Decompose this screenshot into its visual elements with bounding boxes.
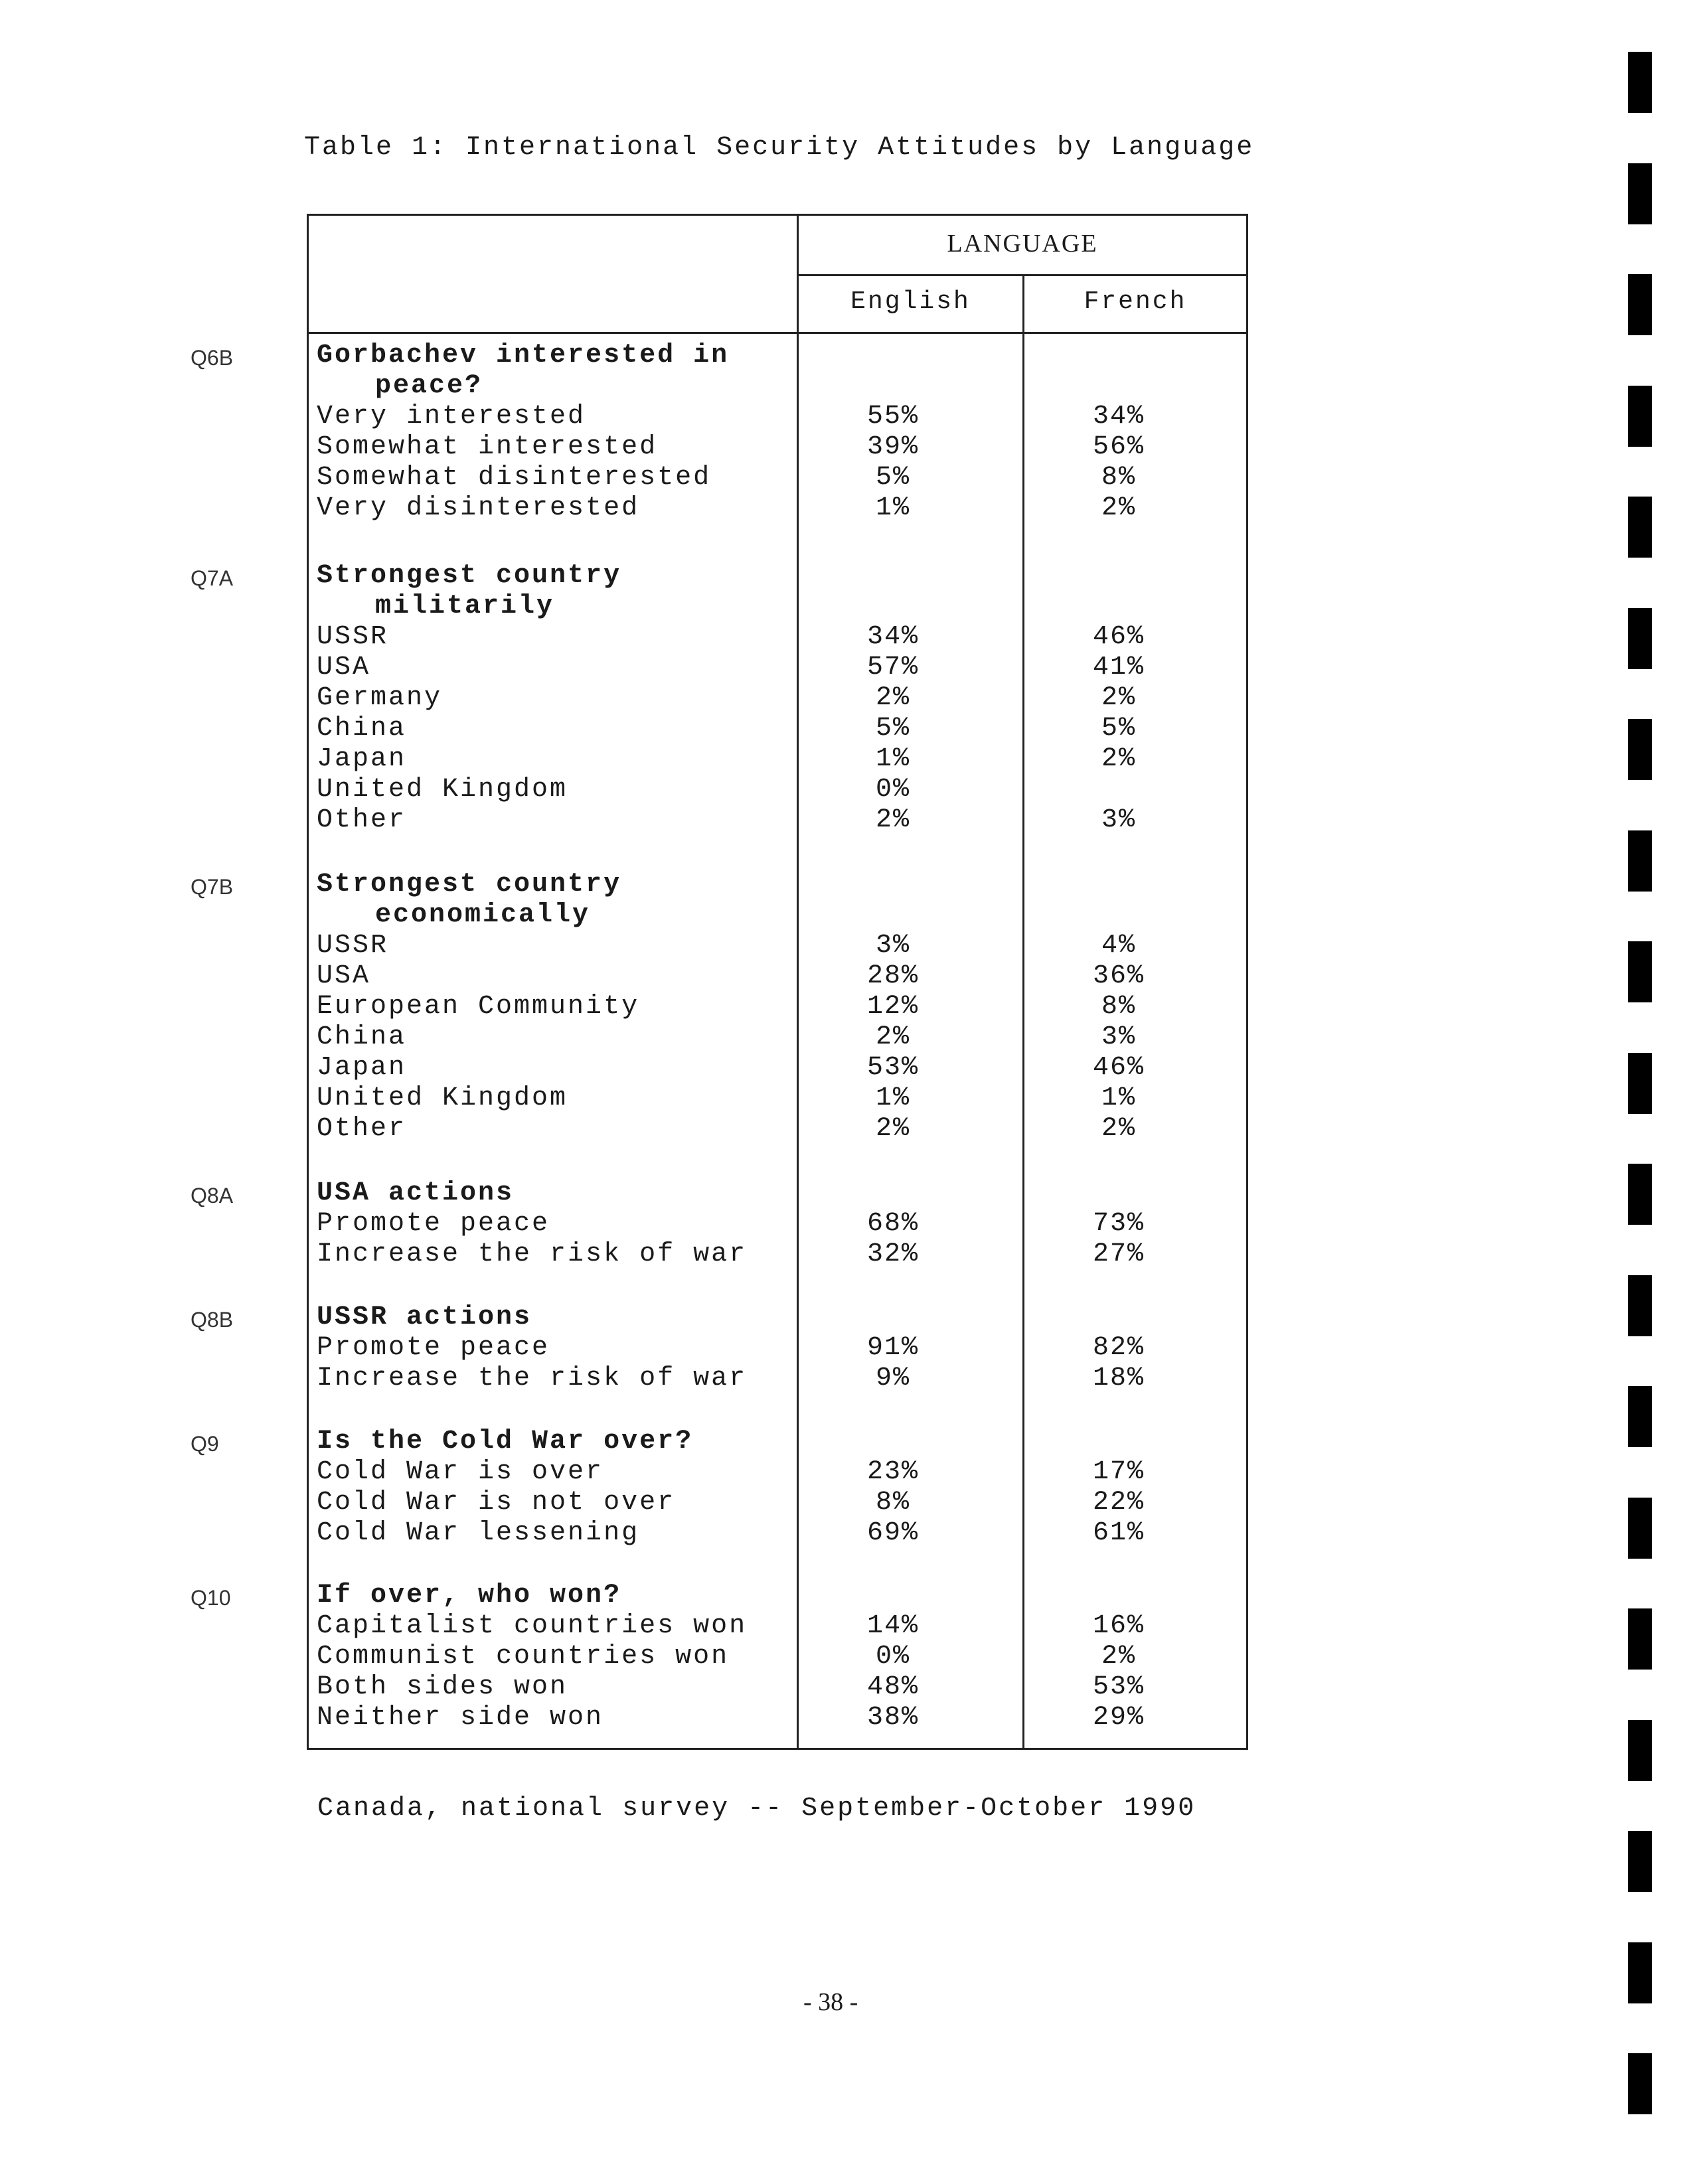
french-value: 82% xyxy=(1092,1333,1145,1363)
english-value: 1% xyxy=(875,1083,910,1113)
answer-label: Promote peace xyxy=(317,1209,550,1239)
answer-label: Cold War lessening xyxy=(317,1518,640,1548)
table-row xyxy=(309,744,1246,775)
french-value: 5% xyxy=(1101,714,1136,743)
english-value: 1% xyxy=(875,493,910,523)
english-value: 2% xyxy=(875,1114,910,1144)
french-value: 34% xyxy=(1092,402,1145,431)
table-row xyxy=(309,1083,1246,1114)
english-value: 57% xyxy=(866,653,919,682)
question-heading-line xyxy=(309,561,1246,591)
english-value: 28% xyxy=(866,961,919,991)
question-heading: Strongest country xyxy=(317,870,622,899)
answer-label: USA xyxy=(317,961,371,991)
table-row xyxy=(309,1209,1246,1239)
question-section xyxy=(191,341,1246,524)
answer-label: European Community xyxy=(317,992,640,1022)
answer-label: China xyxy=(317,1022,407,1052)
english-value: 23% xyxy=(866,1457,919,1487)
english-value: 32% xyxy=(866,1239,919,1269)
table-row xyxy=(309,961,1246,992)
table-row xyxy=(309,1457,1246,1488)
french-value: 17% xyxy=(1092,1457,1145,1487)
binding-hole xyxy=(1628,1942,1652,2003)
french-value: 61% xyxy=(1092,1518,1145,1548)
table-row xyxy=(309,931,1246,961)
answer-label: Neither side won xyxy=(317,1703,604,1733)
answer-label: Very disinterested xyxy=(317,493,640,523)
question-heading: If over, who won? xyxy=(317,1581,622,1610)
question-code: Q9 xyxy=(191,1432,219,1456)
answer-label: Very interested xyxy=(317,402,586,431)
binding-hole xyxy=(1628,52,1652,113)
question-code: Q10 xyxy=(191,1586,231,1610)
french-value: 2% xyxy=(1101,683,1136,713)
french-value: 27% xyxy=(1092,1239,1145,1269)
answer-label: Promote peace xyxy=(317,1333,550,1363)
english-value: 1% xyxy=(875,744,910,774)
question-section xyxy=(191,1178,1246,1270)
french-value: 46% xyxy=(1092,622,1145,652)
french-value: 1% xyxy=(1101,1083,1136,1113)
binding-hole xyxy=(1628,719,1652,780)
question-heading-line xyxy=(309,1302,1246,1333)
binding-hole xyxy=(1628,1053,1652,1114)
question-heading: peace? xyxy=(375,371,483,401)
english-value: 5% xyxy=(875,714,910,743)
question-heading-line xyxy=(309,1427,1246,1457)
answer-label: Japan xyxy=(317,744,407,774)
question-heading: Strongest country xyxy=(317,561,622,591)
table-row xyxy=(309,1703,1246,1733)
table-row xyxy=(309,1364,1246,1394)
question-heading-line xyxy=(309,1581,1246,1611)
table-title: Table 1: International Security Attitudes by Language xyxy=(304,133,1255,163)
french-value: 22% xyxy=(1092,1488,1145,1518)
english-value: 5% xyxy=(875,463,910,493)
binding-hole xyxy=(1628,2053,1652,2114)
english-value: 39% xyxy=(866,432,919,462)
answer-label: Somewhat interested xyxy=(317,432,658,462)
table-row xyxy=(309,463,1246,493)
french-value: 2% xyxy=(1101,493,1136,523)
header-divider-bottom xyxy=(309,332,1246,334)
binding-hole xyxy=(1628,1720,1652,1781)
binding-holes xyxy=(1628,0,1654,2184)
table-row xyxy=(309,493,1246,524)
english-value: 12% xyxy=(866,992,919,1022)
answer-label: United Kingdom xyxy=(317,775,568,805)
table-row xyxy=(309,1333,1246,1364)
table-row xyxy=(309,714,1246,744)
table-row xyxy=(309,622,1246,653)
french-value: 18% xyxy=(1092,1364,1145,1393)
answer-label: USA xyxy=(317,653,371,682)
english-value: 34% xyxy=(866,622,919,652)
question-heading: militarily xyxy=(375,591,555,621)
english-value: 2% xyxy=(875,805,910,835)
binding-hole xyxy=(1628,608,1652,669)
question-section xyxy=(191,1581,1246,1733)
question-heading-line xyxy=(309,371,1246,402)
question-heading: Is the Cold War over? xyxy=(317,1427,694,1456)
question-heading-line xyxy=(309,1178,1246,1209)
binding-hole xyxy=(1628,1608,1652,1670)
english-value: 91% xyxy=(866,1333,919,1363)
binding-hole xyxy=(1628,497,1652,558)
answer-label: Increase the risk of war xyxy=(317,1239,748,1269)
french-value: 16% xyxy=(1092,1611,1145,1641)
answer-label: Somewhat disinterested xyxy=(317,463,712,493)
table-row xyxy=(309,1672,1246,1703)
answer-label: Other xyxy=(317,805,407,835)
french-value: 41% xyxy=(1092,653,1145,682)
answer-label: Communist countries won xyxy=(317,1642,730,1672)
binding-hole xyxy=(1628,1275,1652,1336)
binding-hole xyxy=(1628,1386,1652,1447)
french-value: 73% xyxy=(1092,1209,1145,1239)
question-heading: USSR actions xyxy=(317,1302,532,1332)
question-code: Q7B xyxy=(191,875,234,899)
french-value: 2% xyxy=(1101,1114,1136,1144)
binding-hole xyxy=(1628,386,1652,447)
question-heading-line xyxy=(309,900,1246,931)
answer-label: Increase the risk of war xyxy=(317,1364,748,1393)
english-value: 0% xyxy=(875,1642,910,1672)
english-value: 55% xyxy=(866,402,919,431)
french-value: 2% xyxy=(1101,744,1136,774)
language-header: LANGUAGE xyxy=(947,230,1098,258)
table-row xyxy=(309,432,1246,463)
english-value: 2% xyxy=(875,683,910,713)
binding-hole xyxy=(1628,163,1652,224)
table-row xyxy=(309,992,1246,1022)
survey-table xyxy=(191,214,1248,1750)
answer-label: China xyxy=(317,714,407,743)
english-value: 48% xyxy=(866,1672,919,1702)
question-code: Q7A xyxy=(191,566,234,590)
table-row xyxy=(309,402,1246,432)
table-row xyxy=(309,683,1246,714)
question-code: Q8A xyxy=(191,1184,234,1208)
answer-label: USSR xyxy=(317,622,389,652)
answer-label: Capitalist countries won xyxy=(317,1611,748,1641)
question-code: Q8B xyxy=(191,1308,234,1332)
question-section xyxy=(191,1427,1246,1549)
french-value: 3% xyxy=(1101,1022,1136,1052)
french-value: 3% xyxy=(1101,805,1136,835)
question-heading: Gorbachev interested in xyxy=(317,341,730,370)
binding-hole xyxy=(1628,830,1652,892)
english-value: 38% xyxy=(866,1703,919,1733)
binding-hole xyxy=(1628,1164,1652,1225)
answer-label: USSR xyxy=(317,931,389,961)
english-value: 68% xyxy=(866,1209,919,1239)
french-value: 8% xyxy=(1101,463,1136,493)
english-value: 3% xyxy=(875,931,910,961)
table-row xyxy=(309,1022,1246,1053)
binding-hole xyxy=(1628,274,1652,335)
french-value: 8% xyxy=(1101,992,1136,1022)
english-value: 0% xyxy=(875,775,910,805)
question-heading-line xyxy=(309,341,1246,371)
french-value: 29% xyxy=(1092,1703,1145,1733)
answer-label: Cold War is not over xyxy=(317,1488,676,1518)
question-section xyxy=(191,1302,1246,1394)
question-heading-line xyxy=(309,591,1246,622)
english-value: 14% xyxy=(866,1611,919,1641)
english-value: 8% xyxy=(875,1488,910,1518)
english-value: 69% xyxy=(866,1518,919,1548)
table-row xyxy=(309,1488,1246,1518)
binding-hole xyxy=(1628,1831,1652,1892)
english-value: 9% xyxy=(875,1364,910,1393)
binding-hole xyxy=(1628,1498,1652,1559)
french-column-header: French xyxy=(1084,287,1187,316)
question-section xyxy=(191,561,1246,836)
table-row xyxy=(309,1239,1246,1270)
question-section xyxy=(191,870,1246,1144)
english-column-header: English xyxy=(850,287,971,316)
answer-label: Germany xyxy=(317,683,443,713)
table-row xyxy=(309,1518,1246,1549)
question-code: Q6B xyxy=(191,346,234,370)
table-row xyxy=(309,1642,1246,1672)
answer-label: Japan xyxy=(317,1053,407,1083)
french-value: 56% xyxy=(1092,432,1145,462)
table-row xyxy=(309,805,1246,836)
header-divider-group xyxy=(797,274,1246,276)
french-value: 36% xyxy=(1092,961,1145,991)
french-value: 53% xyxy=(1092,1672,1145,1702)
question-heading: USA actions xyxy=(317,1178,515,1208)
table-row xyxy=(309,1053,1246,1083)
source-caption: Canada, national survey -- September-October 1990 xyxy=(317,1794,1196,1824)
answer-label: Cold War is over xyxy=(317,1457,604,1487)
question-heading-line xyxy=(309,870,1246,900)
french-value: 2% xyxy=(1101,1642,1136,1672)
table-row xyxy=(309,1114,1246,1144)
english-value: 53% xyxy=(866,1053,919,1083)
page-number: - 38 - xyxy=(803,1988,858,2016)
table-row xyxy=(309,775,1246,805)
binding-hole xyxy=(1628,941,1652,1002)
answer-label: Both sides won xyxy=(317,1672,568,1702)
answer-label: Other xyxy=(317,1114,407,1144)
table-row xyxy=(309,653,1246,683)
french-value: 46% xyxy=(1092,1053,1145,1083)
question-heading: economically xyxy=(375,900,591,930)
table-row xyxy=(309,1611,1246,1642)
answer-label: United Kingdom xyxy=(317,1083,568,1113)
french-value: 4% xyxy=(1101,931,1136,961)
english-value: 2% xyxy=(875,1022,910,1052)
